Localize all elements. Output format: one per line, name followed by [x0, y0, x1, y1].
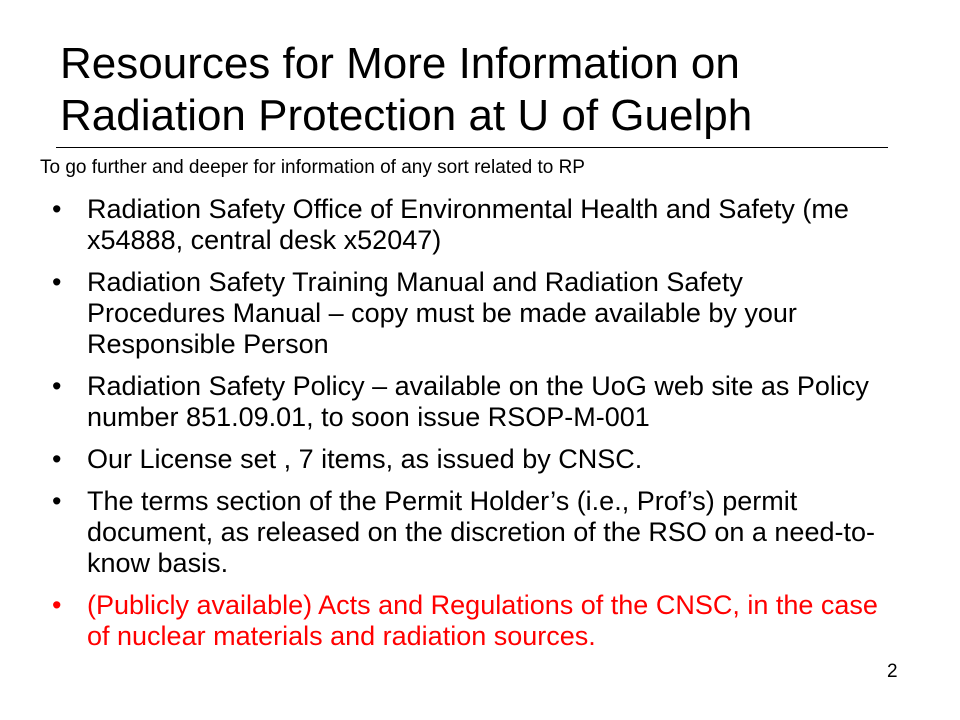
bullet-item-license — [52, 444, 882, 475]
bullet-text: Radiation Safety Office of Environmental Health and Safety (me x54888, central desk x52047) — [87, 194, 849, 255]
bullet-dot-icon: • — [52, 194, 62, 224]
bullet-text: Our License set , 7 items, as issued by CNSC. — [87, 444, 643, 474]
bullet-dot-icon: • — [52, 267, 62, 297]
bullet-dot-icon: • — [52, 590, 62, 620]
bullet-text: (Publicly available) Acts and Regulations of the CNSC, in the case of nuclear materials and radiation sources. — [87, 590, 878, 651]
bullet-dot-icon: • — [52, 371, 62, 401]
bullet-item-acts — [52, 590, 882, 652]
page-number: 2 — [887, 661, 898, 682]
bullet-item-rso — [52, 194, 882, 256]
bullet-item-policy — [52, 371, 882, 433]
bullet-text: Radiation Safety Training Manual and Radiation Safety Procedures Manual – copy must be made available by your Responsible Person — [87, 267, 797, 359]
bullet-list — [52, 194, 882, 663]
bullet-dot-icon: • — [52, 486, 62, 516]
slide-title: Resources for More Information on Radiation Protection at U of Guelph — [60, 39, 753, 140]
bullet-item-permit — [52, 486, 882, 579]
bullet-dot-icon: • — [52, 444, 62, 474]
title-underline — [56, 147, 888, 148]
bullet-text: The terms section of the Permit Holder’s (i.e., Prof’s) permit document, as released on the discretion of the RSO on a need-to-know basis. — [87, 486, 875, 578]
bullet-text: Radiation Safety Policy – available on the UoG web site as Policy number 851.09.01, to soon issue RSOP-M-001 — [87, 371, 869, 432]
slide-subtitle: To go further and deeper for information of any sort related to RP — [40, 157, 585, 178]
bullet-item-manuals — [52, 267, 882, 360]
